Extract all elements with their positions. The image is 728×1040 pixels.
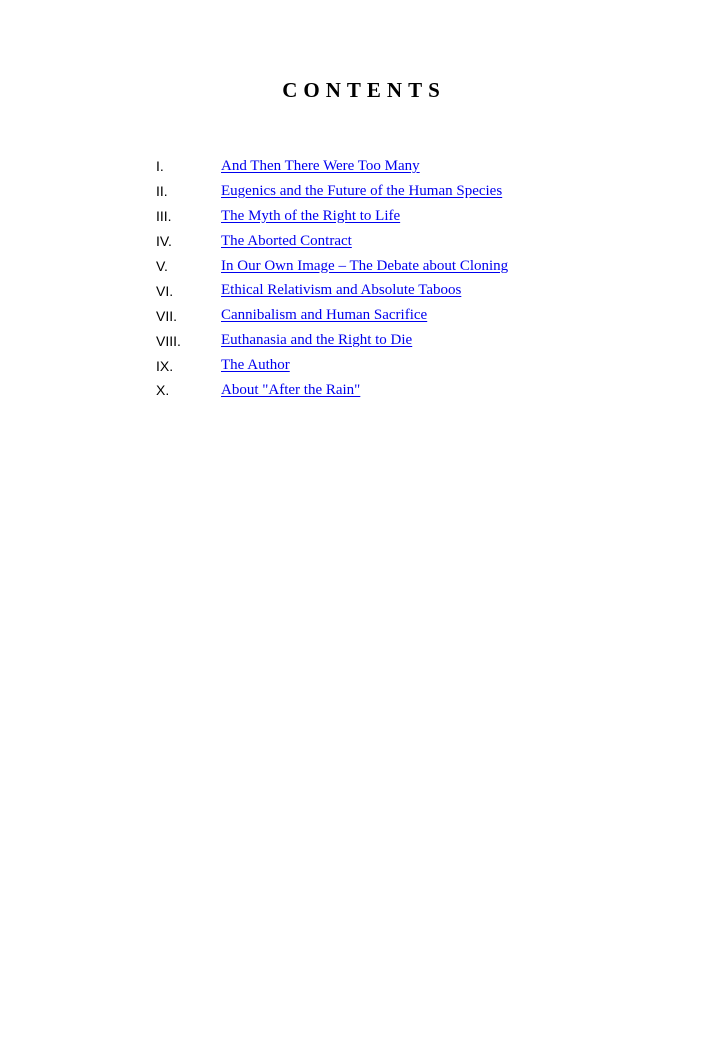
toc-entry-8 (156, 328, 656, 353)
toc-entry-1 (156, 154, 656, 179)
toc-number: I. (156, 158, 164, 175)
toc-number: VIII. (156, 332, 181, 349)
toc-number: III. (156, 208, 172, 225)
toc-entry-2 (156, 179, 656, 204)
toc-number: IV. (156, 233, 172, 250)
toc-number: X. (156, 382, 170, 399)
toc-number: VII. (156, 307, 178, 324)
toc-number: V. (156, 258, 168, 274)
toc-link-euthanasia[interactable]: Euthanasia and the Right to Die (221, 332, 413, 349)
toc-link-ethical-relativism[interactable]: Ethical Relativism and Absolute Taboos (221, 282, 462, 299)
toc-entry-10 (156, 378, 656, 403)
toc-entry-3 (156, 204, 656, 229)
toc-link-cannibalism[interactable]: Cannibalism and Human Sacrifice (221, 307, 428, 324)
toc-number: VI. (156, 282, 174, 299)
toc-link-and-then-there-were-too-many[interactable]: And Then There Were Too Many (221, 157, 420, 174)
table-of-contents (156, 154, 656, 403)
toc-entry-5 (156, 254, 656, 279)
toc-link-aborted-contract[interactable]: The Aborted Contract (221, 232, 352, 249)
toc-link-the-author[interactable]: The Author (221, 357, 290, 374)
toc-link-myth-right-to-life[interactable]: The Myth of the Right to Life (221, 207, 401, 224)
toc-entry-7 (156, 303, 656, 328)
toc-link-about-after-the-rain[interactable]: About "After the Rain" (221, 381, 361, 398)
toc-entry-6 (156, 278, 656, 303)
toc-number: IX. (156, 357, 174, 374)
toc-entry-4 (156, 229, 656, 254)
toc-entry-9 (156, 353, 656, 378)
toc-number: II. (156, 183, 168, 200)
toc-link-eugenics[interactable]: Eugenics and the Future of the Human Species (221, 182, 503, 199)
toc-link-cloning[interactable]: In Our Own Image – The Debate about Cloning (221, 257, 509, 274)
page-title: CONTENTS (282, 78, 446, 102)
